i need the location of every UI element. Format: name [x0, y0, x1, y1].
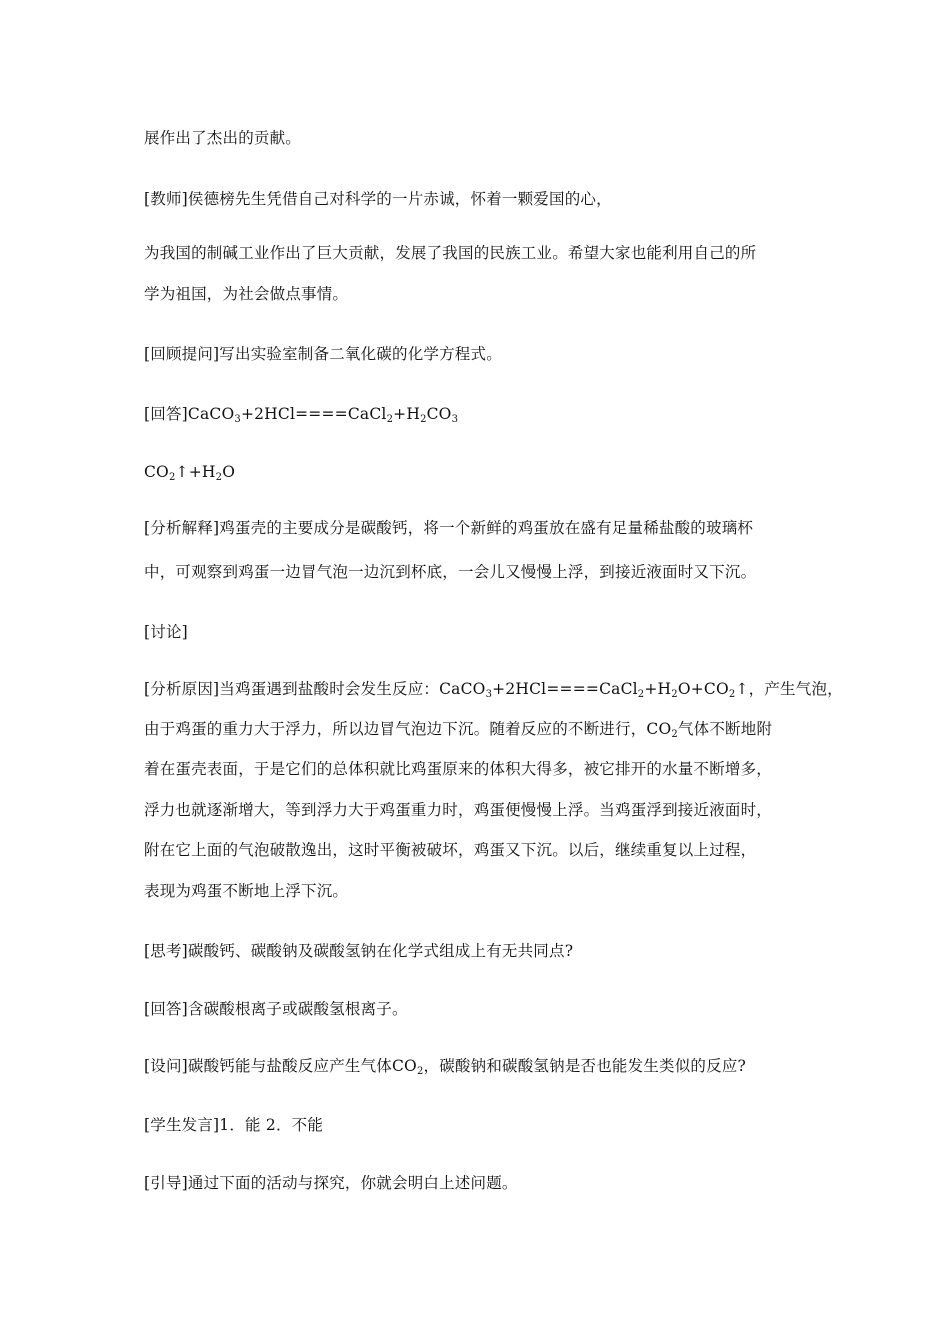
text-line-9: 中，可观察到鸡蛋一边冒气泡一边沉到杯底，一会儿又慢慢上浮，到接近液面时又下沉。 — [144, 563, 757, 581]
text-line-3: 为我国的制碱工业作出了巨大贡献，发展了我国的民族工业。希望大家也能利用自己的所 — [144, 244, 757, 262]
text-line-16: 表现为鸡蛋不断地上浮下沉。 — [144, 882, 349, 900]
text-line-13: 着在蛋壳表面，于是它们的总体积就比鸡蛋原来的体积大得多，被它排开的水量不断增多， — [144, 760, 773, 778]
text-line-21: [引导]通过下面的活动与探究，你就会明白上述问题。 — [144, 1174, 518, 1192]
text-line-10: [讨论] — [144, 623, 188, 641]
text-line-8: [分析解释]鸡蛋壳的主要成分是碳酸钙，将一个新鲜的鸡蛋放在盛有足量稀盐酸的玻璃杯 — [144, 519, 754, 537]
text-line-11: [分析原因]当鸡蛋遇到盐酸时会发生反应：$CaCO_3+2HCl====CaCl_2+H_2O+CO_2↑$，产生气泡， — [144, 680, 843, 700]
text-line-18: [回答]含碳酸根离子或碳酸氢根离子。 — [144, 1000, 408, 1018]
text-line-20: [学生发言]1．能 2．不能 — [144, 1116, 324, 1134]
text-line-2: [教师]侯德榜先生凭借自己对科学的一片赤诚，怀着一颗爱国的心， — [144, 190, 612, 208]
text-line-5: [回顾提问]写出实验室制备二氧化碳的化学方程式。 — [144, 345, 502, 363]
text-line-19: [设问]碳酸钙能与盐酸反应产生气体$CO_2$，碳酸钠和碳酸氢钠是否也能发生类似的反应? — [144, 1057, 747, 1077]
text-line-4: 学为祖国，为社会做点事情。 — [144, 285, 349, 303]
equation-line-2: $CO_2↑+H_2O$ — [144, 463, 236, 483]
text-line-1: 展作出了杰出的贡献。 — [144, 129, 302, 147]
text-line-14: 浮力也就逐渐增大，等到浮力大于鸡蛋重力时，鸡蛋便慢慢上浮。当鸡蛋浮到接近液面时， — [144, 801, 773, 819]
equation-line-1: [回答]$CaCO_3+2HCl====CaCl_2+H_2CO_3$ — [144, 405, 459, 425]
text-line-12: 由于鸡蛋的重力大于浮力，所以边冒气泡边下沉。随着反应的不断进行，$CO_2$气体不断地附 — [144, 720, 773, 740]
text-line-17: [思考]碳酸钙、碳酸钠及碳酸氢钠在化学式组成上有无共同点? — [144, 942, 574, 960]
text-line-15: 附在它上面的气泡破散逸出，这时平衡被破坏，鸡蛋又下沉。以后，继续重复以上过程， — [144, 841, 757, 859]
